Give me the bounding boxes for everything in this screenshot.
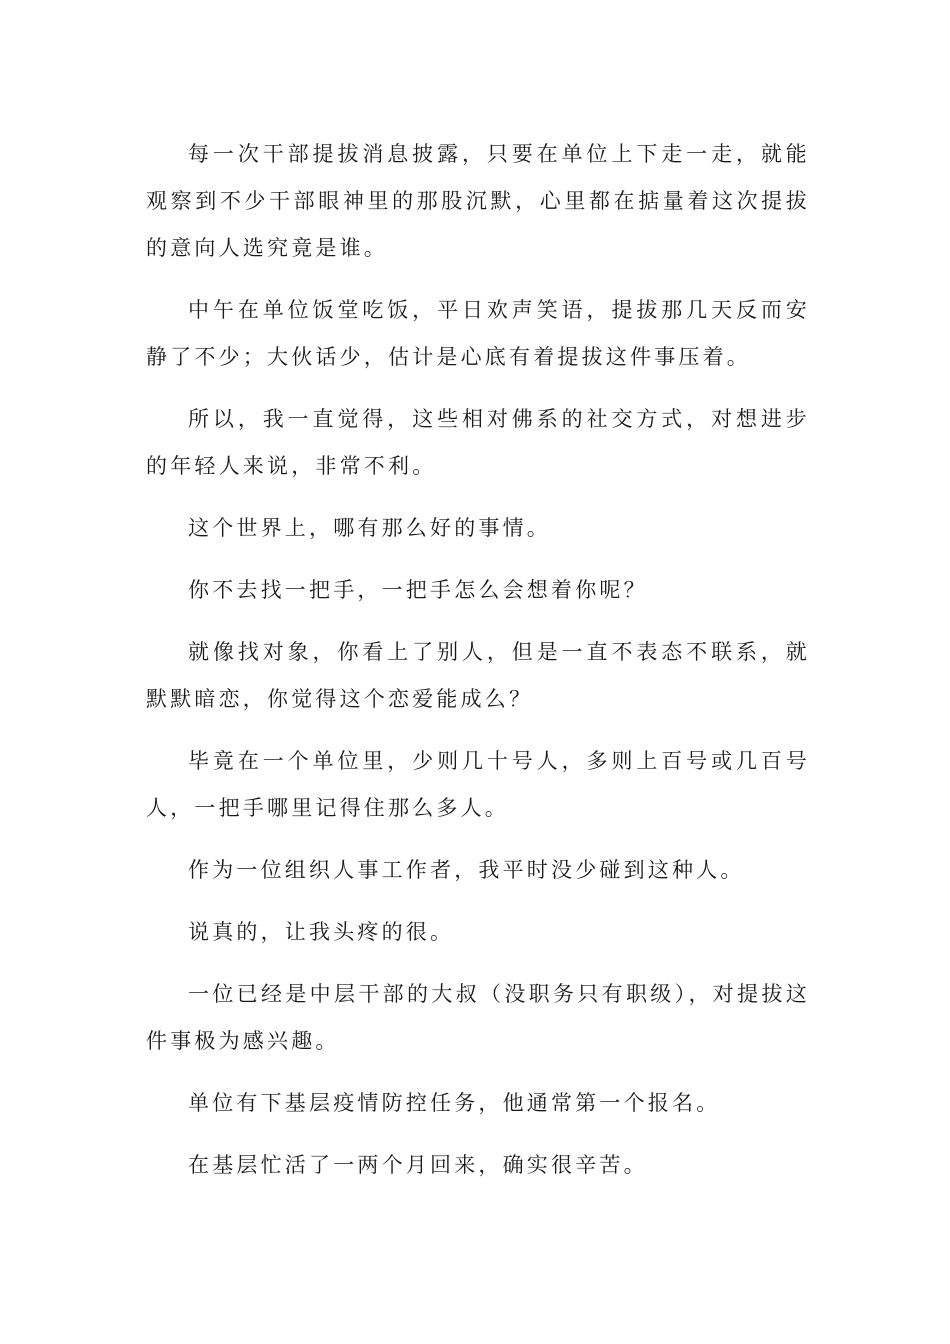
paragraph-11: 单位有下基层疫情防控任务，他通常第一个报名。	[188, 1091, 721, 1115]
paragraph-8: 作为一位组织人事工作者，我平时没少碰到这种人。	[188, 858, 745, 882]
paragraph-7: 毕竟在一个单位里，少则几十号人，多则上百号或几百号人，一把手哪里记得住那么多人。	[146, 749, 810, 820]
paragraph-1: 每一次干部提拔消息披露，只要在单位上下走一走，就能观察到不少干部眼神里的那股沉默，心里都在掂量着这次提拔的意向人选究竟是谁。	[146, 142, 810, 260]
paragraph-5: 你不去找一把手，一把手怎么会想着你呢？	[188, 578, 648, 602]
paragraph-4: 这个世界上，哪有那么好的事情。	[188, 516, 551, 540]
paragraph-12: 在基层忙活了一两个月回来，确实很辛苦。	[188, 1153, 648, 1177]
paragraph-6: 就像找对象，你看上了别人，但是一直不表态不联系，就默默暗恋，你觉得这个恋爱能成么？	[146, 640, 810, 711]
paragraph-2: 中午在单位饭堂吃饭，平日欢声笑语，提拔那几天反而安静了不少；大伙话少，估计是心底有着提拔这件事压着。	[146, 298, 810, 369]
paragraph-10: 一位已经是中层干部的大叔（没职务只有职级），对提拔这件事极为感兴趣。	[146, 982, 810, 1053]
paragraph-9: 说真的，让我头疼的很。	[188, 920, 455, 944]
paragraph-3: 所以，我一直觉得，这些相对佛系的社交方式，对想进步的年轻人来说，非常不利。	[146, 407, 810, 478]
document-body	[146, 131, 810, 1204]
